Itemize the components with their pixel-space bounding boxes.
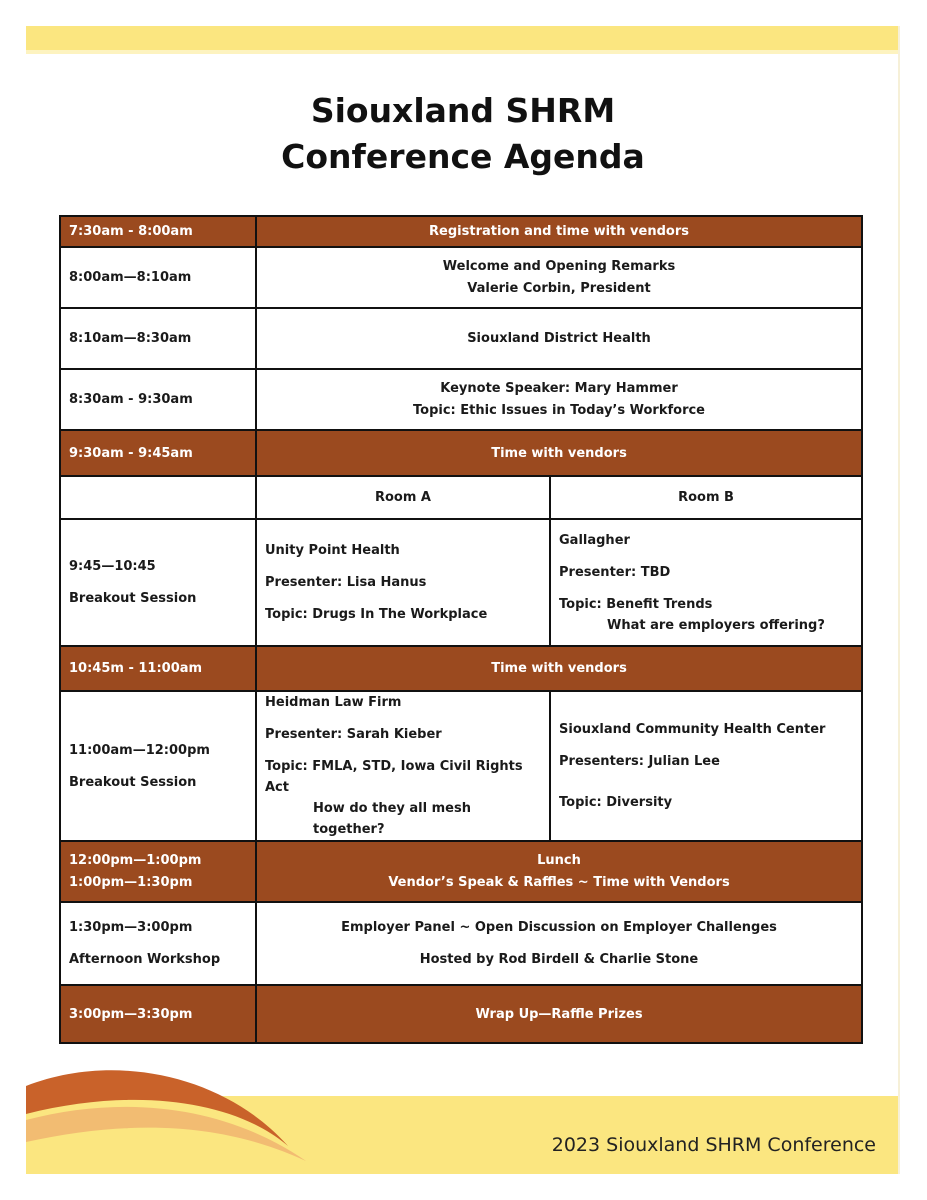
title-line-2: Conference Agenda	[281, 137, 645, 176]
room-b-cell	[550, 519, 862, 646]
room-a-presenter: Presenter: Lisa Hanus	[265, 575, 427, 590]
agenda-row-registration	[60, 216, 862, 247]
event-line-1: Employer Panel ~ Open Discussion on Employer Challenges	[341, 920, 777, 935]
event-cell	[256, 902, 862, 985]
room-b-topic: Topic: Diversity	[559, 795, 673, 810]
agenda-page	[26, 26, 900, 1174]
room-b-topic	[559, 594, 853, 636]
room-b-presenter: Presenter: TBD	[559, 564, 671, 580]
time-cell: 7:30am - 8:00am	[60, 216, 256, 247]
footer-text: 2023 Siouxland SHRM Conference	[551, 1134, 876, 1156]
event-line-1: Keynote Speaker: Mary Hammer	[440, 380, 678, 396]
agenda-row-welcome	[60, 247, 862, 308]
room-a-topic-line-2: How do they all mesh together?	[313, 801, 471, 837]
time-line-2: 1:00pm—1:30pm	[69, 874, 193, 890]
agenda-row-vendors-2	[60, 646, 862, 691]
event-cell: Siouxland District Health	[256, 308, 862, 369]
room-a-org: Heidman Law Firm	[265, 695, 402, 710]
event-cell: Registration and time with vendors	[256, 216, 862, 247]
session-label: Afternoon Workshop	[69, 952, 221, 967]
agenda-row-workshop	[60, 902, 862, 985]
event-cell: Time with vendors	[256, 430, 862, 476]
decorative-swoosh	[26, 1056, 900, 1174]
session-label: Breakout Session	[69, 774, 197, 790]
time-cell: 10:45m - 11:00am	[60, 646, 256, 691]
room-b-org: Gallagher	[559, 532, 630, 548]
event-line-1: Lunch	[537, 852, 581, 868]
event-cell: Wrap Up—Raffle Prizes	[256, 985, 862, 1043]
room-a-cell	[256, 691, 550, 841]
room-a-cell	[256, 519, 550, 646]
event-line-2: Valerie Corbin, President	[467, 280, 651, 296]
event-line-2: Hosted by Rod Birdell & Charlie Stone	[419, 952, 699, 967]
room-b-cell	[550, 691, 862, 841]
event-line-2: Vendor’s Speak & Raffles ~ Time with Vendors	[388, 874, 730, 890]
time-cell: 8:00am—8:10am	[60, 247, 256, 308]
event-cell	[256, 841, 862, 902]
room-a-topic: Topic: Drugs In The Workplace	[265, 607, 488, 622]
time-cell: 3:00pm—3:30pm	[60, 985, 256, 1043]
room-a-presenter: Presenter: Sarah Kieber	[265, 727, 442, 742]
time-cell	[60, 841, 256, 902]
agenda-row-rooms	[60, 476, 862, 519]
room-b-presenter: Presenters: Julian Lee	[559, 754, 720, 769]
event-line-2: Topic: Ethic Issues in Today’s Workforce	[413, 402, 705, 418]
agenda-row-district-health	[60, 308, 862, 369]
event-cell	[256, 247, 862, 308]
agenda-table	[59, 215, 863, 1044]
empty-cell	[60, 476, 256, 519]
time-line-1: 12:00pm—1:00pm	[69, 852, 202, 868]
agenda-row-keynote	[60, 369, 862, 430]
time-cell	[60, 902, 256, 985]
top-pale-band	[26, 50, 900, 54]
room-b-topic-text: Topic: Benefit Trends	[559, 596, 713, 612]
room-a-topic	[265, 756, 541, 840]
event-line-1: Welcome and Opening Remarks	[442, 258, 676, 274]
time-cell: 8:30am - 9:30am	[60, 369, 256, 430]
top-yellow-band	[26, 26, 900, 50]
room-b-topic-line-2: What are employers offering?	[607, 617, 825, 633]
session-time: 1:30pm—3:00pm	[69, 920, 193, 935]
event-cell: Time with vendors	[256, 646, 862, 691]
time-cell: 9:30am - 9:45am	[60, 430, 256, 476]
session-time: 11:00am—12:00pm	[69, 742, 210, 758]
agenda-row-session-2	[60, 691, 862, 841]
agenda-row-lunch	[60, 841, 862, 902]
room-a-header: Room A	[256, 476, 550, 519]
time-cell	[60, 519, 256, 646]
agenda-row-wrap-up	[60, 985, 862, 1043]
time-cell	[60, 691, 256, 841]
event-cell	[256, 369, 862, 430]
session-label: Breakout Session	[69, 591, 197, 606]
room-a-topic-text: Topic: FMLA, STD, Iowa Civil Rights Act	[265, 759, 523, 795]
room-a-org: Unity Point Health	[265, 543, 400, 558]
title-line-1: Siouxland SHRM	[310, 91, 616, 130]
page-title	[26, 88, 900, 180]
room-b-org: Siouxland Community Health Center	[559, 722, 826, 737]
time-cell: 8:10am—8:30am	[60, 308, 256, 369]
session-time: 9:45—10:45	[69, 559, 156, 574]
agenda-row-vendors-1	[60, 430, 862, 476]
agenda-row-session-1	[60, 519, 862, 646]
room-b-header: Room B	[550, 476, 862, 519]
